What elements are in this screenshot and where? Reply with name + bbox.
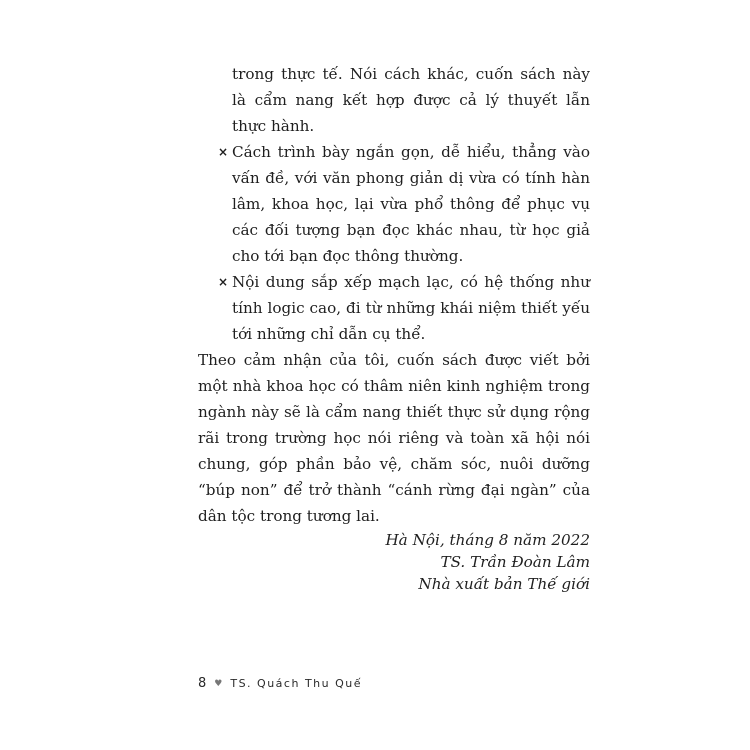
signature-place-date: Hà Nội, tháng 8 năm 2022: [385, 531, 590, 549]
page-number: 8: [198, 676, 207, 691]
body-paragraph: Theo cảm nhận của tôi, cuốn sách được viết bởi một nhà khoa học có thâm niên kinh nghiệm trong ngành này sẽ là cẩm nang thiết thực sử dụng rộng rãi trong trường học nói riêng và toàn xã hội nói chung, góp phần bảo vệ, chăm sóc, nuôi dưỡng “búp non” để trở thành “cánh rừng đại ngàn” của dân tộc trong tương lai.: [198, 351, 590, 525]
bullet-text: Nội dung sắp xếp mạch lạc, có hệ thống như tính logic cao, đi từ những khái niệm thiết yếu tới những chỉ dẫn cụ thể.: [232, 273, 590, 343]
x-mark-icon: ×: [218, 275, 229, 289]
bullet-item: [198, 269, 590, 347]
heart-icon: ♥: [214, 678, 223, 689]
signature-block: [198, 529, 590, 595]
continuation-text: trong thực tế. Nói cách khác, cuốn sách này là cẩm nang kết hợp được cả lý thuyết lẫn thực hành.: [232, 65, 590, 135]
page-body: [198, 61, 590, 595]
bullet-item: [198, 139, 590, 269]
page-footer: [198, 676, 362, 691]
signature-name: TS. Trần Đoàn Lâm: [440, 553, 590, 571]
x-mark-icon: ×: [218, 145, 229, 159]
bullet-text: Cách trình bày ngắn gọn, dễ hiểu, thẳng vào vấn đề, với văn phong giản dị vừa có tính hàn lâm, khoa học, lại vừa phổ thông để phục vụ các đối tượng bạn đọc khác nhau, từ học giả cho tới bạn đọc thông thường.: [232, 143, 590, 265]
footer-author: TS. Quách Thu Quế: [230, 677, 362, 690]
signature-organization: Nhà xuất bản Thế giới: [418, 575, 590, 593]
